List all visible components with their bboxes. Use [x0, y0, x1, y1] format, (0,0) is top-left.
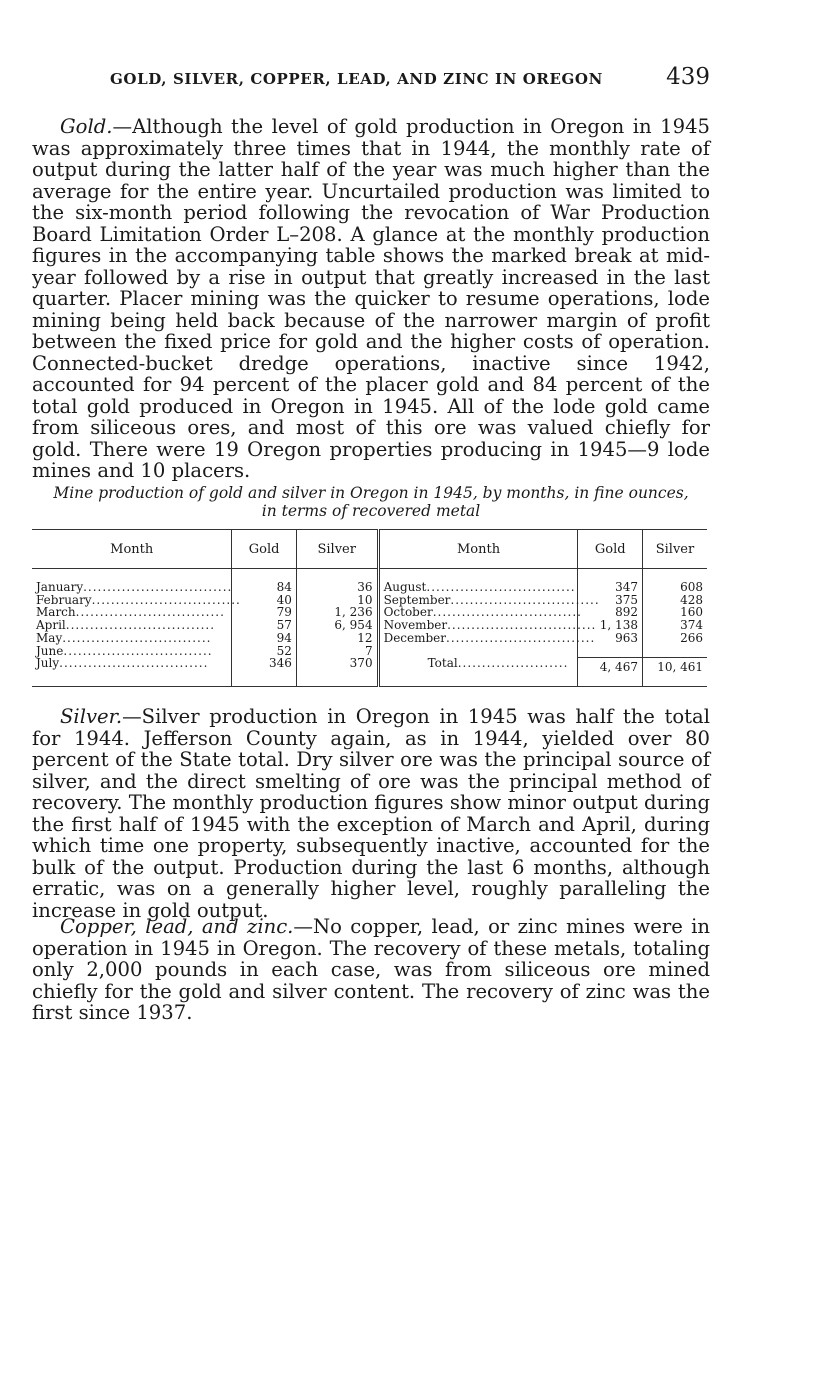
gold-value: 375 [578, 594, 642, 607]
gold-value: 346 [232, 657, 296, 686]
page-header [32, 64, 710, 94]
silver-value: 428 [642, 594, 707, 607]
table-caption-line-2: in terms of recovered metal [261, 502, 481, 520]
month-label: February [36, 592, 92, 607]
silver-text: —Silver production in Oregon in 1945 was half the total for 1944. Jefferson County again, as in 1944, yielded over 80 percent of the State total. Dry silver ore was the principal source of silver, and the direct smelting of ore was the principal method of recovery. The monthly production figures show minor output during the first half of 1945 with the exception of March and April, during which time one property, subsequently inactive, accounted for the bulk of the output. Production during the last 6 months, although erratic, was on a generally higher level, roughly paralleling the increase in gold output. [32, 705, 710, 922]
gold-value: 347 [578, 581, 642, 594]
silver-value: 1, 236 [296, 606, 378, 619]
copper-lead-zinc-paragraph [32, 916, 710, 1024]
total-gold: 4, 467 [578, 657, 642, 686]
table-row: January............................... 84 36 August............................... 347 608 [32, 581, 707, 594]
silver-value: 160 [642, 606, 707, 619]
month-label: November [383, 618, 448, 633]
table-row: July............................... 346 370 Total....................... 4, 467 10, 461 [32, 657, 707, 686]
total-silver: 10, 461 [642, 657, 707, 686]
month-label: August [383, 580, 427, 594]
table-caption-line-1: Mine production of gold and silver in Oregon in 1945, by months, in fine ounces, [53, 484, 689, 502]
gold-heading: Gold. [60, 115, 113, 138]
gold-value: 94 [232, 632, 296, 645]
silver-heading: Silver. [60, 705, 123, 728]
header-gold-right: Gold [578, 530, 642, 569]
header-month-right: Month [378, 530, 578, 569]
silver-value: 36 [296, 581, 378, 594]
gold-value: 57 [232, 619, 296, 632]
gold-paragraph [32, 116, 710, 482]
table-row: May............................... 94 12 December............................... 963 266 [32, 632, 707, 645]
gold-value: 963 [578, 632, 642, 645]
page-number: 439 [666, 64, 710, 90]
header-gold-left: Gold [232, 530, 296, 569]
silver-value: 7 [296, 645, 378, 658]
total-label: Total [427, 656, 458, 671]
table-row: March............................... 79 1, 236 October............................... 892 160 [32, 606, 707, 619]
month-label: April [36, 618, 66, 633]
header-silver-left: Silver [296, 530, 378, 569]
month-label: May [36, 630, 63, 645]
silver-value: 6, 954 [296, 619, 378, 632]
gold-value: 84 [232, 581, 296, 594]
silver-value: 266 [642, 632, 707, 645]
silver-value: 374 [642, 619, 707, 632]
month-label: July [36, 656, 60, 671]
month-label: September [383, 592, 451, 607]
silver-value: 608 [642, 581, 707, 594]
month-label: October [383, 605, 433, 620]
month-label: January [36, 580, 84, 594]
gold-value: 1, 138 [578, 619, 642, 632]
gold-value: 892 [578, 606, 642, 619]
gold-value: 40 [232, 594, 296, 607]
silver-value: 370 [296, 657, 378, 686]
gold-value: 52 [232, 645, 296, 658]
gold-text: —Although the level of gold production in Oregon in 1945 was approximately three times that in 1944, the monthly rate of output during the latter half of the year was much higher than the average for the entire year. Uncurtailed production was limited to the six-month period following the revocation of War Production Board Limitation Order L–208. A glance at the monthly production figures in the accompanying table shows the marked break at mid-year followed by a rise in output that greatly increased in the last quarter. Placer mining was the quicker to resume operations, lode mining being held back because of the narrower margin of profit between the fixed price for gold and the higher costs of operation. Connected-bucket dredge operations, inactive since 1942, accounted for 94 percent of the placer gold and 84 percent of the total gold produced in Oregon in 1945. All of the lode gold came from siliceous ores, and most of this ore was valued chiefly for gold. There were 19 Oregon properties producing in 1945—9 lode mines and 10 placers. [32, 115, 710, 482]
header-month-left: Month [32, 530, 232, 569]
copper-text: —No copper, lead, or zinc mines were in operation in 1945 in Oregon. The recovery of these metals, totaling only 2,000 pounds in each case, was from siliceous ore mined chiefly for the gold and silver content. The recovery of zinc was the first since 1937. [32, 915, 711, 1024]
month-label: December [383, 630, 447, 645]
running-head: GOLD, SILVER, COPPER, LEAD, AND ZINC IN OREGON [110, 70, 603, 88]
silver-value: 10 [296, 594, 378, 607]
table-caption [32, 484, 710, 520]
table-row: February............................... 40 10 September............................... 375 428 [32, 594, 707, 607]
month-label: March [36, 605, 76, 620]
header-silver-right: Silver [642, 530, 707, 569]
production-table [32, 529, 707, 687]
silver-value: 12 [296, 632, 378, 645]
table-row: April............................... 57 6, 954 November............................... 1, 138 374 [32, 619, 707, 632]
month-label: June [36, 643, 64, 658]
copper-heading: Copper, lead, and zinc. [60, 915, 294, 938]
gold-value: 79 [232, 606, 296, 619]
silver-paragraph [32, 706, 710, 921]
table-row: June............................... 52 7 [32, 645, 707, 658]
